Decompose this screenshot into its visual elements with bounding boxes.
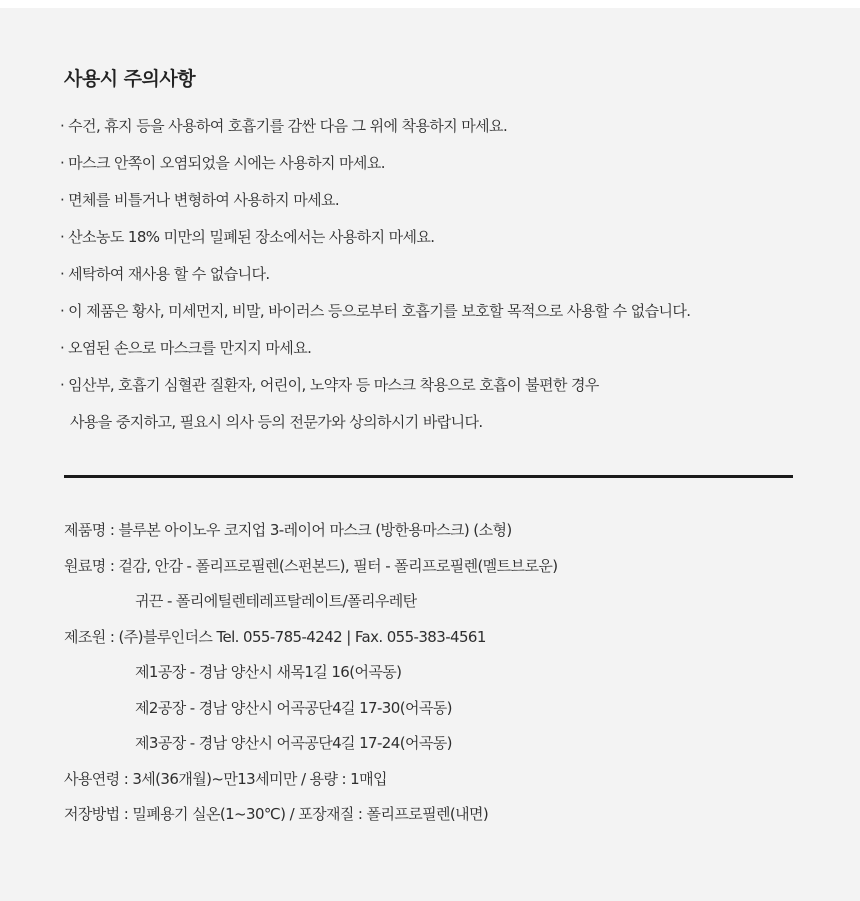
bullet: ·	[60, 154, 65, 172]
product-name: 제품명 : 블루본 아이노우 코지업 3-레이어 마스크 (방한용마스크) (소형)	[64, 521, 512, 539]
materials: 원료명 : 겉감, 안감 - 폴리프로필렌(스펀본드), 필터 - 폴리프로필렌(멜트브로운)	[64, 556, 558, 575]
factory-3: 제3공장 - 경남 양산시 어곡공단4길 17-24(어곡동)	[135, 734, 452, 752]
bullet: ·	[60, 339, 65, 357]
caution-item: · 면체를 비틀거나 변형하여 사용하지 마세요.	[60, 191, 340, 209]
caution-item: · 산소농도 18% 미만의 밀폐된 장소에서는 사용하지 마세요.	[60, 228, 435, 246]
caution-list	[60, 116, 690, 449]
caution-item: · 오염된 손으로 마스크를 만지지 마세요.	[60, 339, 312, 357]
caution-item: · 수건, 휴지 등을 사용하여 호흡기를 감싼 다음 그 위에 착용하지 마세요.	[60, 117, 508, 135]
caution-item: · 마스크 안쪽이 오염되었을 시에는 사용하지 마세요.	[60, 154, 385, 172]
caution-item-continuation: 사용을 중지하고, 필요시 의사 등의 전문가와 상의하시기 바랍니다.	[70, 413, 483, 431]
bullet: ·	[60, 376, 65, 394]
caution-item: · 임산부, 호흡기 심혈관 질환자, 어린이, 노약자 등 마스크 착용으로 호흡이 불편한 경우	[60, 376, 599, 394]
bullet: ·	[60, 228, 65, 246]
factory-2: 제2공장 - 경남 양산시 어곡공단4길 17-30(어곡동)	[135, 698, 452, 717]
caution-item: · 이 제품은 황사, 미세먼지, 비말, 바이러스 등으로부터 호흡기를 보호할 목적으로 사용할 수 없습니다.	[60, 302, 691, 320]
manufacturer: 제조원 : (주)블루인더스 Tel. 055-785-4242 | Fax. 055-383-4561	[64, 627, 486, 646]
bullet: ·	[60, 302, 65, 320]
caution-item: · 세탁하여 재사용 할 수 없습니다.	[60, 265, 270, 283]
bullet: ·	[60, 191, 65, 209]
age-quantity: 사용연령 : 3세(36개월)~만13세미만 / 용량 : 1매입	[64, 769, 387, 788]
storage-method: 저장방법 : 밀폐용기 실온(1~30℃) / 포장재질 : 폴리프로필렌(내면)	[64, 805, 489, 823]
section-divider	[64, 475, 793, 478]
section-title: 사용시 주의사항	[64, 68, 196, 90]
bullet: ·	[60, 117, 65, 135]
notice-panel	[0, 8, 860, 901]
materials-continuation: 귀끈 - 폴리에틸렌테레프탈레이트/폴리우레탄	[135, 592, 417, 610]
factory-1: 제1공장 - 경남 양산시 새목1길 16(어곡동)	[135, 663, 402, 681]
bullet: ·	[60, 265, 65, 283]
product-info	[64, 520, 557, 840]
